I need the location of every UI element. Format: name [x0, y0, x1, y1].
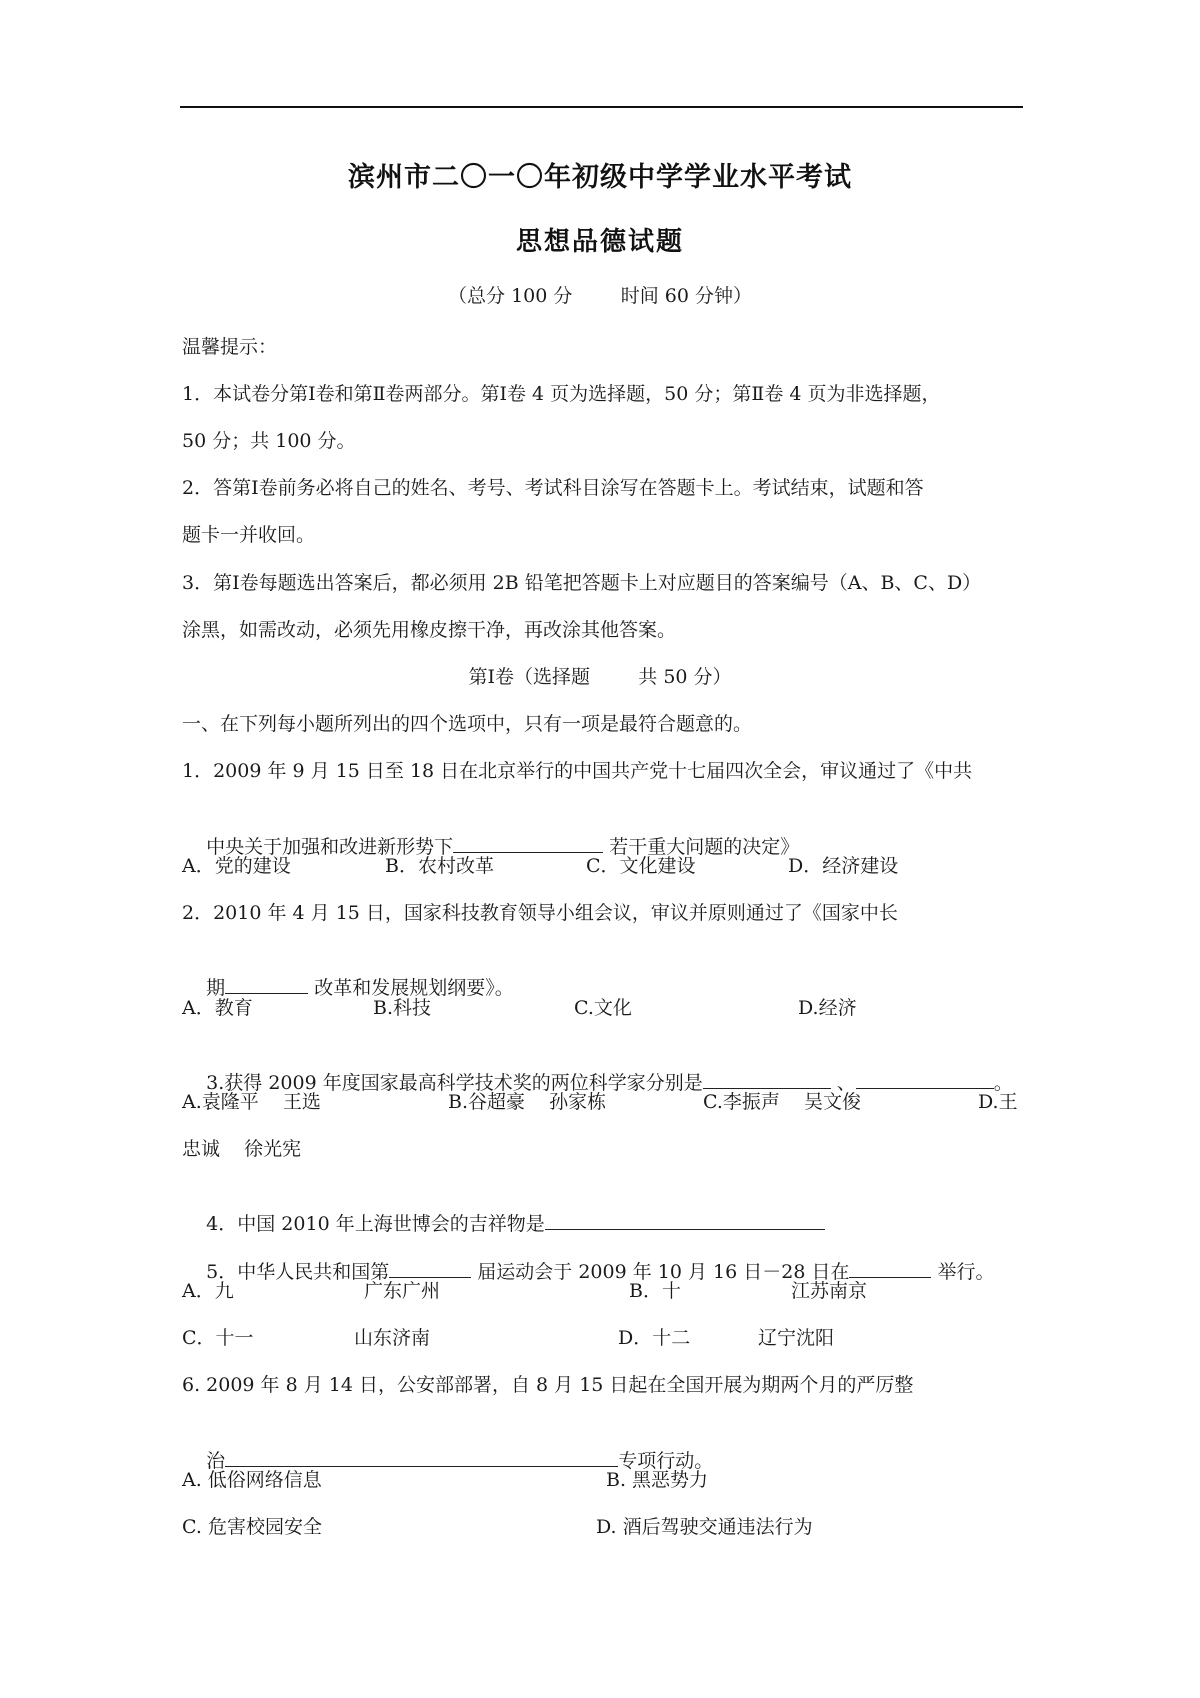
q5-text-post: 举行。 — [931, 1261, 995, 1283]
question-2: 2．2010 年 4 月 15 日，国家科技教育领导小组会议，审议并原则通过了《国家中长 — [182, 902, 898, 924]
q2-option-c: C.文化 — [574, 997, 632, 1019]
q5-text-mid: 届运动会于 2009 年 10 月 16 日－28 日在 — [471, 1261, 850, 1283]
q5-option-d: D．十二 — [618, 1327, 691, 1349]
exam-title: 滨州市二〇一〇年初级中学学业水平考试 — [348, 162, 852, 193]
question-6: 6. 2009 年 8 月 14 日，公安部部署，自 8 月 15 日起在全国开展为期两个月的严厉整 — [182, 1374, 914, 1396]
tip-line: 50 分；共 100 分。 — [182, 430, 356, 452]
q3-option-d: D.王 — [978, 1091, 1018, 1113]
answer-blank — [856, 1070, 994, 1089]
q5-option-d-place: 辽宁沈阳 — [758, 1327, 835, 1349]
q1-text-pre: 中央关于加强和改进新形势下 — [206, 836, 454, 858]
q3-option-c: C.李振声 吴文俊 — [703, 1091, 862, 1113]
q5-option-a-place: 广东广州 — [364, 1280, 441, 1302]
q6-text-post: 专项行动。 — [618, 1450, 714, 1472]
question-1: 1．2009 年 9 月 15 日至 18 日在北京举行的中国共产党十七届四次全会，审议通过了《中共 — [182, 760, 973, 782]
q3-option-a: A.袁隆平 王选 — [182, 1091, 321, 1113]
q4-text-pre: 4．中国 2010 年上海世博会的吉祥物是 — [206, 1213, 545, 1235]
q5-option-a: A．九 — [182, 1280, 234, 1302]
q5-option-b: B．十 — [629, 1280, 681, 1302]
q5-option-c: C．十一 — [182, 1327, 254, 1349]
q2-option-b: B.科技 — [373, 997, 432, 1019]
q2-option-d: D.经济 — [798, 997, 857, 1019]
q3-option-b: B.谷超豪 孙家栋 — [448, 1091, 607, 1113]
q6-text-pre: 治 — [206, 1450, 226, 1472]
q1-option-d: D．经济建设 — [788, 855, 899, 877]
q1-text-post: 若干重大问题的决定》 — [603, 836, 800, 858]
tip-line: 题卡一并收回。 — [182, 524, 316, 546]
exam-meta: （总分 100 分 时间 60 分钟） — [448, 285, 752, 307]
q3-text-mid: 、 — [830, 1072, 856, 1094]
q2-option-a: A．教育 — [182, 997, 253, 1019]
q3-text-post: 。 — [993, 1072, 1013, 1094]
q5-text-pre: 5．中华人民共和国第 — [206, 1261, 390, 1283]
tips-heading: 温馨提示： — [182, 336, 278, 358]
section-title: 第Ⅰ卷（选择题 共 50 分） — [468, 666, 732, 688]
answer-blank — [389, 1259, 471, 1278]
header-rule — [180, 106, 1023, 108]
question-5 — [182, 1230, 995, 1314]
answer-blank — [703, 1070, 831, 1089]
q2-text-pre: 期 — [206, 977, 226, 999]
answer-blank — [545, 1211, 825, 1230]
answer-blank — [225, 1448, 618, 1467]
instruction: 一、在下列每小题所列出的四个选项中，只有一项是最符合题意的。 — [182, 713, 753, 735]
q6-option-b: B. 黑恶势力 — [606, 1469, 709, 1491]
tip-line: 3．第Ⅰ卷每题选出答案后，都必须用 2B 铅笔把答题卡上对应题目的答案编号（A、B、C、D） — [182, 572, 982, 594]
q6-option-c: C. 危害校园安全 — [182, 1516, 322, 1538]
answer-blank — [453, 834, 603, 853]
q3-option-d-wrap: 忠诚 徐光宪 — [182, 1138, 302, 1160]
tip-line: 2．答第Ⅰ卷前务必将自己的姓名、考号、考试科目涂写在答题卡上。考试结束，试题和答 — [182, 477, 924, 499]
q1-option-c: C．文化建设 — [586, 855, 696, 877]
subject-title: 思想品德试题 — [515, 227, 684, 257]
q3-text-pre: 3.获得 2009 年度国家最高科学技术奖的两位科学家分别是 — [206, 1072, 703, 1094]
q5-option-c-place: 山东济南 — [354, 1327, 431, 1349]
q6-option-d: D. 酒后驾驶交通违法行为 — [596, 1516, 813, 1538]
q2-text-post: 改革和发展规划纲要》。 — [308, 977, 514, 999]
q1-option-b: B．农村改革 — [385, 855, 494, 877]
tip-line: 涂黑，如需改动，必须先用橡皮擦干净，再改涂其他答案。 — [182, 619, 677, 641]
answer-blank — [225, 975, 308, 994]
q6-option-a: A. 低俗网络信息 — [182, 1469, 322, 1491]
tip-line: 1．本试卷分第Ⅰ卷和第Ⅱ卷两部分。第Ⅰ卷 4 页为选择题，50 分；第Ⅱ卷 4 页为非选择题， — [182, 383, 941, 405]
q5-option-b-place: 江苏南京 — [791, 1280, 868, 1302]
answer-blank — [849, 1259, 931, 1278]
q1-option-a: A．党的建设 — [182, 855, 291, 877]
